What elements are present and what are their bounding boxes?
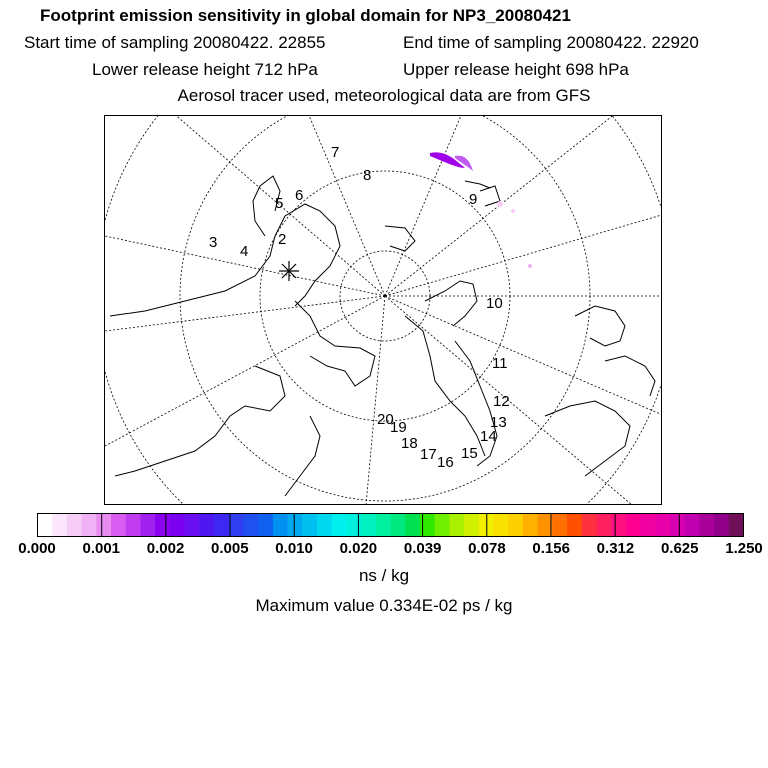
colorbar-cell: [391, 514, 406, 537]
colorbar-cell: [185, 514, 200, 537]
meridians: [105, 116, 662, 505]
latitude-circle: [105, 116, 662, 505]
colorbar-cell: [317, 514, 332, 537]
map-canvas: [105, 116, 662, 505]
trajectory-labels: [209, 144, 510, 471]
colorbar-cell: [140, 514, 155, 537]
colorbar-tick-label: 0.156: [532, 540, 570, 557]
colorbar-tick-label: 1.250: [725, 540, 763, 557]
colorbar-cell: [199, 514, 214, 537]
colorbar-cell: [405, 514, 420, 537]
latitude-circle: [180, 116, 590, 501]
point-label: 14: [480, 428, 497, 445]
colorbar-tick-label: 0.000: [18, 540, 56, 557]
colorbar-cell: [464, 514, 479, 537]
colorbar-cell: [376, 514, 391, 537]
colorbar-cell: [258, 514, 273, 537]
upper-height-label: Upper release height 698 hPa: [403, 60, 629, 79]
colorbar-tick-label: 0.010: [275, 540, 313, 557]
point-label: 7: [331, 144, 340, 161]
colorbar-cell: [155, 514, 170, 537]
colorbar-tick-label: 0.039: [403, 540, 442, 557]
coastlines: [110, 176, 655, 496]
point-label: 3: [209, 234, 218, 251]
meridian-line: [105, 296, 385, 331]
point-label: 2: [278, 231, 287, 248]
point-label: 11: [492, 355, 508, 372]
colorbar-cell: [449, 514, 464, 537]
colorbar-cell: [38, 514, 53, 537]
release-point-icon: [279, 261, 299, 281]
colorbar-tick-label: 0.001: [82, 540, 121, 557]
plume-spot: [511, 209, 515, 213]
colorbar-cell: [729, 514, 744, 537]
point-label: 18: [401, 435, 418, 452]
colorbar-cell: [67, 514, 82, 537]
colorbar-cell: [508, 514, 523, 537]
colorbar: [37, 513, 744, 537]
colorbar-cell: [714, 514, 729, 537]
coastline-asia: [115, 366, 285, 476]
meridian-line: [385, 296, 662, 416]
coastline-hudson: [545, 401, 630, 476]
colorbar-cell: [611, 514, 626, 537]
colorbar-cell: [670, 514, 685, 537]
point-label: 4: [240, 243, 249, 260]
colorbar-cell: [552, 514, 567, 537]
colorbar-cell: [229, 514, 244, 537]
end-time-label: End time of sampling 20080422. 22920: [403, 33, 699, 52]
point-label: 20: [377, 411, 394, 428]
colorbar-cell: [302, 514, 317, 537]
coastline-europe: [110, 204, 340, 316]
point-label: 13: [490, 414, 507, 431]
colorbar-tick-label: 0.312: [596, 540, 635, 557]
coastline-iceland: [480, 186, 500, 206]
colorbar-cell: [332, 514, 347, 537]
coastline-labrador: [605, 356, 655, 396]
start-time-label: Start time of sampling 20080422. 22855: [24, 33, 326, 52]
meridian-line: [105, 296, 385, 446]
point-label: 5: [275, 195, 284, 212]
coastline-siberia: [295, 301, 375, 386]
colorbar-cell: [214, 514, 229, 537]
colorbar-unit: ns / kg: [358, 566, 410, 585]
colorbar-cell: [596, 514, 611, 537]
colorbar-cell: [567, 514, 582, 537]
meridian-line: [385, 116, 465, 296]
colorbar-cell: [493, 514, 508, 537]
plume-spot: [497, 201, 503, 207]
point-label: 12: [493, 393, 510, 410]
plume-spot: [528, 264, 532, 268]
colorbar-tick-label: 0.625: [660, 540, 699, 557]
point-label: 15: [461, 445, 478, 462]
coastline-atlantic: [575, 306, 625, 346]
colorbar-tick-label: 0.078: [468, 540, 506, 557]
colorbar-cell: [273, 514, 288, 537]
colorbar-tick-label: 0.020: [339, 540, 378, 557]
point-label: 19: [390, 419, 407, 436]
page-title: Footprint emission sensitivity in global domain for NP3_20080421: [40, 6, 571, 25]
colorbar-cell: [288, 514, 303, 537]
colorbar-tick-label: 0.005: [211, 540, 249, 557]
meridian-line: [385, 296, 645, 505]
colorbar-cell: [361, 514, 376, 537]
emission-plume: [430, 152, 532, 268]
coastline-greenland: [385, 226, 415, 251]
colorbar-cells: [38, 513, 744, 537]
colorbar-cell: [346, 514, 361, 537]
colorbar-tick-labels: [0, 540, 768, 560]
colorbar-cell: [538, 514, 553, 537]
maximum-value-label: Maximum value 0.334E-02 ps / kg: [255, 596, 513, 615]
colorbar-cell: [82, 514, 97, 537]
coastline-canada-arctic: [425, 281, 477, 326]
colorbar-cell: [699, 514, 714, 537]
coastline-norway: [465, 181, 490, 188]
colorbar-cell: [111, 514, 126, 537]
colorbar-cell: [582, 514, 597, 537]
colorbar-cell: [523, 514, 538, 537]
point-label: 16: [437, 454, 454, 471]
point-label: 17: [420, 446, 437, 463]
colorbar-cell: [52, 514, 67, 537]
point-label: 6: [295, 187, 304, 204]
colorbar-cell: [96, 514, 111, 537]
colorbar-cell: [170, 514, 185, 537]
colorbar-cell: [126, 514, 141, 537]
colorbar-cell: [685, 514, 700, 537]
polar-map: [104, 115, 662, 505]
colorbar-cell: [626, 514, 641, 537]
latitude-circles: [105, 116, 662, 505]
colorbar-tick-label: 0.002: [146, 540, 185, 557]
point-label: 10: [486, 295, 503, 312]
lower-height-label: Lower release height 712 hPa: [92, 60, 318, 79]
coastline-bering: [285, 416, 320, 496]
meridian-line: [385, 214, 662, 296]
meridian-line: [365, 296, 385, 505]
tracer-note: Aerosol tracer used, meteorological data are from GFS: [177, 86, 591, 105]
meridian-line: [305, 116, 385, 296]
point-label: 8: [363, 167, 372, 184]
colorbar-cell: [641, 514, 656, 537]
colorbar-cell: [655, 514, 670, 537]
colorbar-cell: [435, 514, 450, 537]
point-label: 9: [469, 191, 478, 208]
colorbar-cell: [243, 514, 258, 537]
